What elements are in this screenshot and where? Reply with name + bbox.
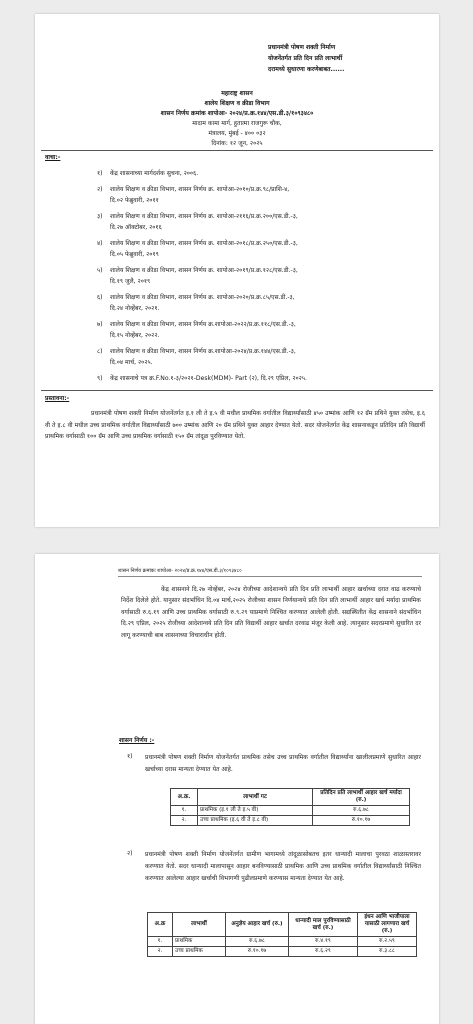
running-header-rule [118,576,422,577]
department-name: शालेय शिक्षण व क्रीडा विभाग [204,100,270,107]
clause-2-text: प्रधानमंत्री पोषण शक्ती निर्माण योजनेंतर्गत ग्रामीण भागामध्ये तांदूळासोबतच इतर धान्यादी मालाचा पुरवठा शाळास्तरावर करण्यात येतो. सदर धान्यादी मालापासून आहार बनविण्यासाठी प्राथमिक आणि उच्च प्राथमिक वर्गातील विद्यार्थ्यांसाठी निश्चित करण्यात आलेल्या आहार खर्चाची विभागणी पुढीलप्रमाणे करण्यास मान्यता देण्यात येत आहे. [145,851,421,882]
reference-text: दि.०२ फेब्रुवारी, २०११ [110,197,159,204]
reference-text: दि.२७ ऑक्टोबर, २०१६ [110,224,162,231]
intro-paragraph: केंद्र शासनाने दि.२७ नोव्हेंबर, २०२४ रोजीच्या आदेशान्वये प्रति दिन प्रति लाभार्थी आहार खर्चाच्या दरात वाढ करण्याचे निर्देश दिलेले होते. यानुसार संदर्भाधिन दि.०४ मार्च,२०२५ रोजीच्या शासन निर्णयान्वये प्रति दिन प्रति लाभार्थी आहार खर्च मर्यादा प्राथमिक वर्गासाठी रु.६.१९ आणि उच्च प्राथमिक वर्गासाठी रु.९.२९ याप्रमाणे निश्चित करण्यात आलेली होती. सद्यस्थितीत केंद्र शासनाने संदर्भाधिन दि.२९ एप्रिल, २०२५ रोजीच्या आदेशान्वये प्रति दिन प्रति विद्यार्थी आहार खर्चात दरवाढ मंजूर केली आहे. त्यानुसार सदरप्रमाणे सुधारित दर लागू करण्याची बाब शासनाच्या विचाराधीन होती. [121,586,421,639]
table-cell: उच्च प्राथमिक [173,947,226,957]
reference-text: शालेय शिक्षण व क्रीडा विभाग, शासन निर्णय क्र. शापोआ-२०१९/प्र.क्र.१२८/एस.डी.-३, [110,267,298,274]
document-page-1 [35,14,439,527]
table-cell: २. [171,816,198,826]
reference-number: २) [97,186,103,193]
reference-text: केंद्र शासनाच्या मार्गदर्शक सुचना, २००६. [110,170,199,177]
table-cell: १. [148,937,173,947]
reference-text: शालेय शिक्षण व क्रीडा विभाग, शासन निर्णय क्र.शापोआ-२०२२/प्र.क्र.११८/एस.डी.-३, [110,321,296,328]
reference-number: ७) [97,321,103,328]
address-line-2: मंत्रालय, मुंबई - ४०० ०३२ [208,130,266,137]
table-cell: २. [148,947,173,957]
reference-text: शालेय शिक्षण व क्रीडा विभाग, शासन निर्णय क्र. शापोआ-२०१०/प्र.क्र.९८/प्राशि-४, [110,186,290,193]
table-row [148,937,417,947]
table-cell: रु.२.५९ [358,937,417,947]
subject-line-3: दरामध्ये सुधारणा करणेबाबत...... [268,66,345,73]
column-header: धान्यादी माल पुरविण्यासाठी खर्च (रु.) [289,913,358,937]
expense-split-table [147,912,417,957]
column-header: अ.क्र. [171,789,198,806]
reference-number: ३) [97,213,103,220]
column-header: अनुज्ञेय आहार खर्च (रु.) [226,913,289,937]
reference-number: ४) [97,240,103,247]
subject-line-1: प्रधानमंत्री पोषण शक्ती निर्माण [268,44,336,51]
reference-text: दि.१५ नोव्हेंबर, २०२२. [110,332,160,339]
reference-number: ६) [97,294,103,301]
preamble-paragraph: प्रधानमंत्री पोषण शक्ती निर्माण योजनेंतर्गत इ.१ ली ते इ.५ वी मधील प्राथमिक वर्गातील विद्यार्थ्यांसाठी ४५० उष्मांक आणि १२ ग्रॅम प्रथिने युक्त तसेच, इ.६ वी ते इ.८ वी मधील उच्च प्राथमिक वर्गातील विद्यार्थ्यांसाठी ७०० उष्मांक आणि २० ग्रॅम प्रथिने युक्त आहार देण्यात येतो. सदर योजनेंतर्गत केंद्र शासनाकडून प्रतिदिन प्रति विद्यार्थी प्राथमिक वर्गासाठी १०० ग्रॅम आणि उच्च प्राथमिक वर्गासाठी १५० ग्रॅम तांदूळ पुरविण्यात येतो. [45,410,425,440]
read-heading: वाचा:- [45,154,61,161]
table-cell: रु.१०.१७ [313,816,410,826]
subject-line-2: योजनेंतर्गत प्रति दिन प्रति लाभार्थी [268,55,343,62]
reference-text: शालेय शिक्षण व क्रीडा विभाग, शासन निर्णय क्र. शापोआ-२०२०/प्र.क्र.८५/एस.डी.-३, [110,294,295,301]
table-header-row [148,913,417,937]
address-line-1: मादाम कामा मार्ग, हुतात्मा राजगुरू चौक, [192,120,282,127]
table-cell: रु.१०.१७ [226,947,289,957]
reference-number: १) [97,170,103,177]
table-cell: रु.६.७८ [313,806,410,816]
table-cell: प्राथमिक [173,937,226,947]
reference-text: केंद्र शासनाचे पत्र क्र.F.No.१-३/२०२१-Desk(MDM)- Part (२), दि.२९ एप्रिल, २०२५. [110,375,307,382]
gr-number: शासन निर्णय क्रमांक शापोआ- २०२४/प्र.क्र.१४४/एस.डी.३/१०९३४८० [160,110,314,117]
clause-number: २) [127,850,133,857]
decision-heading: शासन निर्णय :- [119,737,155,744]
column-header: लाभार्थी गट [198,789,313,806]
reference-number: ८) [97,348,103,355]
reference-text: दि.१९ जुलै, २०१९ [110,278,151,285]
header-divider [41,150,433,151]
reference-number: ९) [97,375,103,382]
table-cell: प्राथमिक (इ.१ ली ते इ.५ वी) [198,806,313,816]
reference-text: दि.२४ नोव्हेंबर, २०२१. [110,305,160,312]
clause-number: १) [127,753,133,760]
table-row [171,806,410,816]
table-cell: रु.६.२९ [289,947,358,957]
govt-name: महाराष्ट्र शासन [221,90,253,97]
column-header: लाभार्थी [173,913,226,937]
column-header: इंधन आणि भाजीपाला यासाठी लागणारा खर्च (रु.) [358,913,417,937]
document-page-2 [35,554,439,1024]
clause-1-text: प्रधानमंत्री पोषण शक्ती निर्माण योजनेंतर्गत प्राथमिक तसेच उच्च प्राथमिक वर्गातील विद्यार्थ्यांना खालीलप्रमाणे सुधारित आहार खर्चाच्या दरास मान्यता देण्यात येत आहे. [145,754,421,773]
column-header: प्रतिदिन प्रति लाभार्थी आहार खर्च मर्यादा (रु.) [313,789,410,806]
table-row [171,816,410,826]
references-divider [41,390,433,391]
reference-text: शालेय शिक्षण व क्रीडा विभाग, शासन निर्णय क्र. शापोआ-२११६/प्र.क्र.२००/एस.डी.-३, [110,213,298,220]
table-row [148,947,417,957]
reference-number: ५) [97,267,103,274]
preamble-heading: प्रस्तावना:- [45,395,70,402]
reference-text: शालेय शिक्षण व क्रीडा विभाग, शासन निर्णय क्र. शापोआ-२०१८/प्र.क्र.२५०/एस.डी.-३, [110,240,298,247]
expense-limit-table [170,788,410,826]
table-header-row [171,789,410,806]
table-cell: १. [171,806,198,816]
table-cell: रु.३.८८ [358,947,417,957]
table-cell: रु.६.७८ [226,937,289,947]
reference-text: दि.०५ फेब्रुवारी, २०१९ [110,251,159,258]
column-header: अ.क्र [148,913,173,937]
table-cell: उच्च प्राथमिक (इ.६ वी ते इ.८ वी) [198,816,313,826]
date-line: दिनांक: १२ जून, २०२५ [211,140,263,147]
running-header: शासन निर्णय क्रमांकः शापोआ- २०२४/प्र.क्र.१४४/एस.डी.३/१०९३४८० [118,568,242,574]
reference-text: शालेय शिक्षण व क्रीडा विभाग, शासन निर्णय क्र.शापोआ-२०२४/प्र.क्र.१४४/एस.डी.-३, [110,348,296,355]
reference-text: दि.०४ मार्च, २०२५. [110,359,153,366]
table-cell: रु.४.१९ [289,937,358,947]
